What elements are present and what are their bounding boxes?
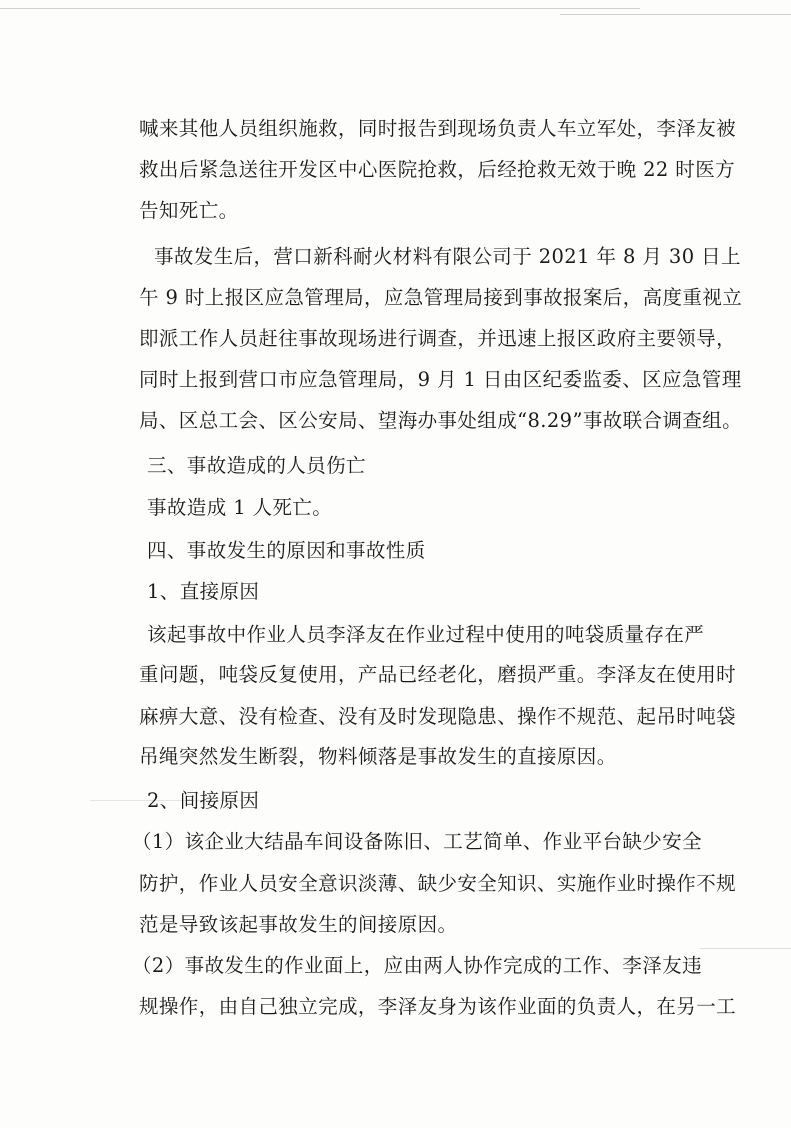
body-line: 防护，作业人员安全意识淡薄、缺少安全知识、实施作业时操作不规 bbox=[139, 872, 737, 895]
scan-artifact-top bbox=[0, 8, 640, 9]
section-heading: 三、事故造成的人员伤亡 bbox=[147, 454, 366, 477]
body-line: （1）该企业大结晶车间设备陈旧、工艺简单、作业平台缺少安全 bbox=[132, 830, 703, 853]
section-heading: 四、事故发生的原因和事故性质 bbox=[147, 539, 426, 562]
body-line: 局、区总工会、区公安局、望海办事处组成“8.29”事故联合调查组。 bbox=[139, 409, 743, 432]
body-line: 喊来其他人员组织施救，同时报告到现场负责人车立军处，李泽友被 bbox=[139, 117, 737, 140]
body-line: 事故发生后，营口新科耐火材料有限公司于 2021 年 8 月 30 日上 bbox=[154, 245, 741, 268]
body-line: 范是导致该起事故发生的间接原因。 bbox=[139, 913, 458, 936]
scan-artifact-mid-2 bbox=[700, 948, 791, 949]
body-line: （2）事故发生的作业面上，应由两人协作完成的工作、李泽友违 bbox=[132, 954, 703, 977]
subsection-heading: 2、间接原因 bbox=[147, 789, 260, 812]
scan-artifact-top-2 bbox=[560, 14, 791, 15]
body-line: 重问题，吨袋反复使用，产品已经老化，磨损严重。李泽友在使用时 bbox=[139, 663, 737, 686]
body-line: 事故造成 1 人死亡。 bbox=[147, 496, 333, 519]
body-line: 同时上报到营口市应急管理局，9 月 1 日由区纪委监委、区应急管理 bbox=[139, 368, 742, 391]
body-line: 该起事故中作业人员李泽友在作业过程中使用的吨袋质量存在严 bbox=[147, 623, 705, 646]
subsection-heading: 1、直接原因 bbox=[147, 580, 260, 603]
body-line: 午 9 时上报区应急管理局，应急管理局接到事故报案后，高度重视立 bbox=[139, 286, 743, 309]
body-line: 吊绳突然发生断裂，物料倾落是事故发生的直接原因。 bbox=[139, 745, 617, 768]
body-line: 救出后紧急送往开发区中心医院抢救，后经抢救无效于晚 22 时医方 bbox=[139, 158, 736, 181]
body-line: 麻痹大意、没有检查、没有及时发现隐患、操作不规范、起吊时吨袋 bbox=[139, 705, 737, 728]
body-line: 即派工作人员赶往事故现场进行调查，并迅速上报区政府主要领导， bbox=[139, 327, 737, 350]
body-line: 告知死亡。 bbox=[139, 199, 239, 222]
body-line: 规操作，由自己独立完成，李泽友身为该作业面的负责人，在另一工 bbox=[139, 995, 737, 1018]
